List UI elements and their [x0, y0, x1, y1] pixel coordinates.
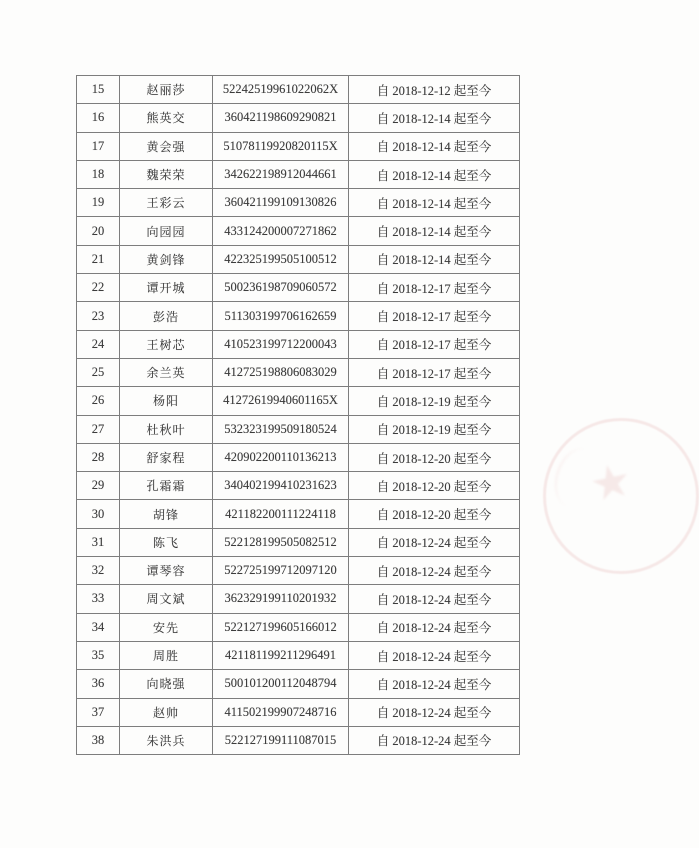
row-number: 36 — [77, 670, 120, 698]
table-row — [77, 528, 520, 556]
validity-period: 自 2018-12-24 起至今 — [349, 557, 520, 585]
validity-period: 自 2018-12-20 起至今 — [349, 443, 520, 471]
validity-period: 自 2018-12-24 起至今 — [349, 670, 520, 698]
row-number: 37 — [77, 698, 120, 726]
table-row — [77, 76, 520, 104]
person-name: 黄会强 — [120, 132, 213, 160]
id-number: 511303199706162659 — [213, 302, 349, 330]
table-row — [77, 670, 520, 698]
validity-period: 自 2018-12-14 起至今 — [349, 104, 520, 132]
row-number: 21 — [77, 245, 120, 273]
validity-period: 自 2018-12-20 起至今 — [349, 500, 520, 528]
table-row — [77, 132, 520, 160]
validity-period: 自 2018-12-24 起至今 — [349, 726, 520, 754]
id-number: 421181199211296491 — [213, 641, 349, 669]
row-number: 32 — [77, 557, 120, 585]
id-number: 421182200111224118 — [213, 500, 349, 528]
id-number: 41272619940601165X — [213, 387, 349, 415]
person-name: 王彩云 — [120, 189, 213, 217]
table-row — [77, 189, 520, 217]
table-body — [77, 76, 520, 755]
id-number: 360421198609290821 — [213, 104, 349, 132]
table-row — [77, 613, 520, 641]
row-number: 22 — [77, 274, 120, 302]
person-name: 杜秋叶 — [120, 415, 213, 443]
seal-mark-icon — [548, 443, 606, 513]
seal-star-icon: ★ — [585, 453, 637, 512]
row-number: 34 — [77, 613, 120, 641]
validity-period: 自 2018-12-19 起至今 — [349, 415, 520, 443]
person-name: 杨阳 — [120, 387, 213, 415]
validity-period: 自 2018-12-24 起至今 — [349, 641, 520, 669]
row-number: 20 — [77, 217, 120, 245]
table-row — [77, 415, 520, 443]
table-row — [77, 358, 520, 386]
validity-period: 自 2018-12-14 起至今 — [349, 217, 520, 245]
table-row — [77, 387, 520, 415]
table-row — [77, 160, 520, 188]
validity-period: 自 2018-12-14 起至今 — [349, 132, 520, 160]
id-number: 532323199509180524 — [213, 415, 349, 443]
id-number: 362329199110201932 — [213, 585, 349, 613]
person-name: 余兰英 — [120, 358, 213, 386]
person-name: 孔霜霜 — [120, 472, 213, 500]
row-number: 16 — [77, 104, 120, 132]
row-number: 15 — [77, 76, 120, 104]
validity-period: 自 2018-12-24 起至今 — [349, 528, 520, 556]
validity-period: 自 2018-12-14 起至今 — [349, 160, 520, 188]
table-row — [77, 557, 520, 585]
validity-period: 自 2018-12-12 起至今 — [349, 76, 520, 104]
row-number: 25 — [77, 358, 120, 386]
row-number: 19 — [77, 189, 120, 217]
person-name: 熊英交 — [120, 104, 213, 132]
official-seal-stamp-icon — [543, 418, 699, 574]
validity-period: 自 2018-12-24 起至今 — [349, 698, 520, 726]
id-number: 500101200112048794 — [213, 670, 349, 698]
id-number: 420902200110136213 — [213, 443, 349, 471]
table-row — [77, 274, 520, 302]
table-row — [77, 500, 520, 528]
table-row — [77, 698, 520, 726]
validity-period: 自 2018-12-17 起至今 — [349, 302, 520, 330]
id-number: 500236198709060572 — [213, 274, 349, 302]
person-name: 舒家程 — [120, 443, 213, 471]
table-row — [77, 641, 520, 669]
person-name: 周文斌 — [120, 585, 213, 613]
table-row — [77, 217, 520, 245]
id-number: 522128199505082512 — [213, 528, 349, 556]
id-number: 51078119920820115X — [213, 132, 349, 160]
row-number: 23 — [77, 302, 120, 330]
row-number: 33 — [77, 585, 120, 613]
row-number: 28 — [77, 443, 120, 471]
id-number: 52242519961022062X — [213, 76, 349, 104]
validity-period: 自 2018-12-24 起至今 — [349, 585, 520, 613]
table-row — [77, 245, 520, 273]
person-name: 向园园 — [120, 217, 213, 245]
row-number: 31 — [77, 528, 120, 556]
person-name: 赵帅 — [120, 698, 213, 726]
roster-table — [76, 75, 520, 755]
row-number: 30 — [77, 500, 120, 528]
person-name: 安先 — [120, 613, 213, 641]
table-row — [77, 302, 520, 330]
id-number: 522127199111087015 — [213, 726, 349, 754]
validity-period: 自 2018-12-14 起至今 — [349, 189, 520, 217]
validity-period: 自 2018-12-14 起至今 — [349, 245, 520, 273]
person-name: 胡锋 — [120, 500, 213, 528]
row-number: 35 — [77, 641, 120, 669]
validity-period: 自 2018-12-20 起至今 — [349, 472, 520, 500]
table-row — [77, 104, 520, 132]
table-row — [77, 472, 520, 500]
row-number: 27 — [77, 415, 120, 443]
table-row — [77, 443, 520, 471]
row-number: 38 — [77, 726, 120, 754]
person-name: 黄剑锋 — [120, 245, 213, 273]
validity-period: 自 2018-12-19 起至今 — [349, 387, 520, 415]
id-number: 433124200007271862 — [213, 217, 349, 245]
row-number: 26 — [77, 387, 120, 415]
validity-period: 自 2018-12-17 起至今 — [349, 358, 520, 386]
validity-period: 自 2018-12-17 起至今 — [349, 330, 520, 358]
row-number: 24 — [77, 330, 120, 358]
person-name: 魏荣荣 — [120, 160, 213, 188]
id-number: 522725199712097120 — [213, 557, 349, 585]
person-name: 彭浩 — [120, 302, 213, 330]
id-number: 411502199907248716 — [213, 698, 349, 726]
validity-period: 自 2018-12-17 起至今 — [349, 274, 520, 302]
person-name: 谭琴容 — [120, 557, 213, 585]
person-name: 周胜 — [120, 641, 213, 669]
id-number: 340402199410231623 — [213, 472, 349, 500]
person-name: 赵丽莎 — [120, 76, 213, 104]
person-name: 王树芯 — [120, 330, 213, 358]
validity-period: 自 2018-12-24 起至今 — [349, 613, 520, 641]
person-name: 陈飞 — [120, 528, 213, 556]
table-row — [77, 726, 520, 754]
id-number: 410523199712200043 — [213, 330, 349, 358]
person-name: 向晓强 — [120, 670, 213, 698]
person-name: 谭开城 — [120, 274, 213, 302]
person-name: 朱洪兵 — [120, 726, 213, 754]
table-row — [77, 585, 520, 613]
id-number: 522127199605166012 — [213, 613, 349, 641]
id-number: 412725198806083029 — [213, 358, 349, 386]
table-row — [77, 330, 520, 358]
row-number: 18 — [77, 160, 120, 188]
id-number: 360421199109130826 — [213, 189, 349, 217]
row-number: 17 — [77, 132, 120, 160]
row-number: 29 — [77, 472, 120, 500]
id-number: 422325199505100512 — [213, 245, 349, 273]
id-number: 342622198912044661 — [213, 160, 349, 188]
